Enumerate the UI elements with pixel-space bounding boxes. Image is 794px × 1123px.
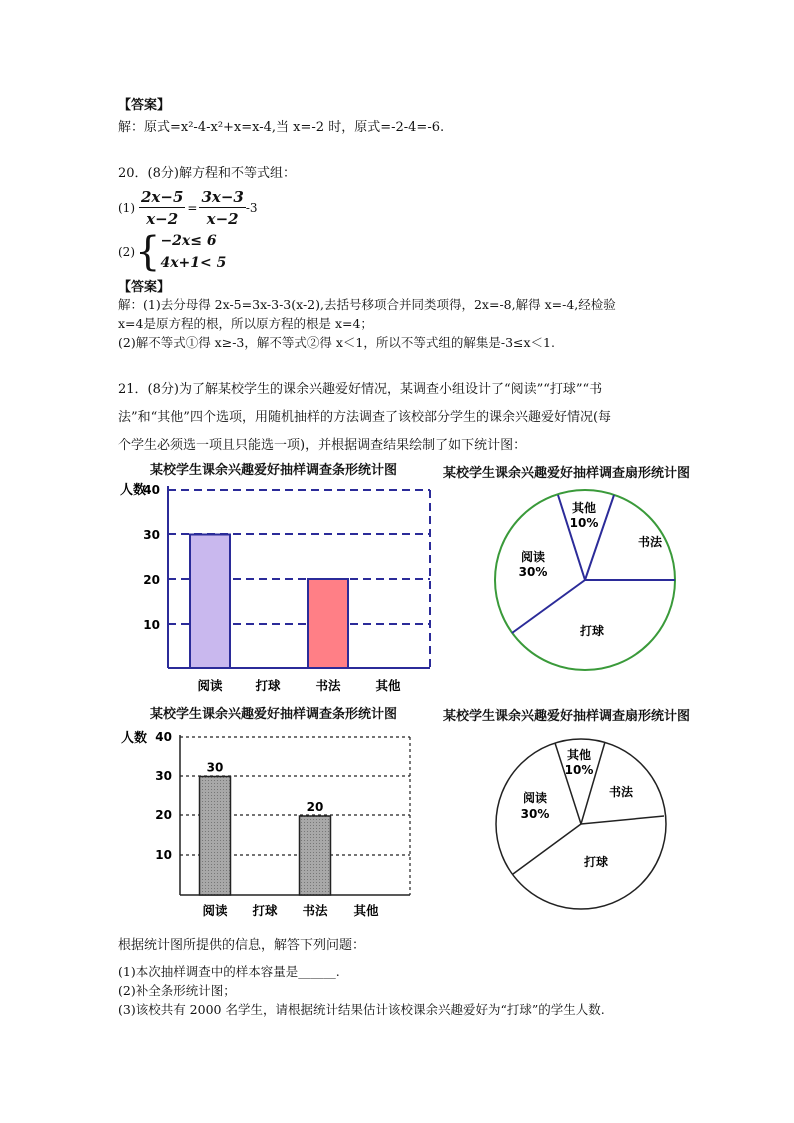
pie-chart-1 — [490, 488, 680, 678]
q19-solution: 解：原式=x²-4-x²+x=x-4,当 x=-2 时，原式=-2-4=-6. — [118, 120, 445, 135]
left-fraction — [139, 188, 185, 228]
bar-chart-1 — [110, 478, 440, 698]
q21-sub-1: (1)本次抽样调查中的样本容量是______. — [118, 964, 340, 979]
pie1-other-pct: 10% — [569, 516, 599, 530]
bar1-cat-other: 其他 — [375, 678, 401, 693]
inequality-1: −2x≤ 6 — [160, 233, 217, 249]
eq-tail: -3 — [245, 201, 258, 215]
q20-solution-2: (2)解不等式①得 x≥-3，解不等式②得 x＜1，所以不等式组的解集是-3≤x＜1. — [118, 335, 555, 350]
q21-sub-2: (2)补全条形统计图； — [118, 983, 236, 998]
pie1-other-label: 其他 — [571, 501, 597, 515]
q21-line-1: 21．(8分)为了解某校学生的课余兴趣爱好情况，某调查小组设计了“阅读”“打球”“书 — [118, 382, 603, 397]
bar2-cat-other: 其他 — [353, 903, 379, 918]
bar1-cat-reading: 阅读 — [197, 678, 223, 693]
q20-equation — [118, 186, 258, 230]
bar-chart-2 — [115, 726, 425, 926]
bar2-tick-40: 40 — [155, 730, 172, 744]
bar2-cat-calligraphy: 书法 — [302, 903, 328, 918]
q20-inequality-system — [118, 230, 226, 274]
q20-solution-1b: x=4是原方程的根，所以原方程的根是 x=4； — [118, 316, 373, 331]
inequality-2: 4x+1< 5 — [160, 255, 227, 271]
q21-sub-3: (3)该校共有 2000 名学生，请根据统计结果估计该校课余兴趣爱好为“打球”的学生人数. — [118, 1002, 605, 1017]
bar2-tick-20: 20 — [155, 808, 172, 822]
bar2-tick-30: 30 — [155, 769, 172, 783]
bar1-tick-10: 10 — [143, 618, 160, 632]
left-denominator: x−2 — [146, 210, 179, 228]
bar2-ylabel: 人数 — [121, 731, 148, 746]
pie2-other-label: 其他 — [566, 748, 592, 762]
bar-value-label-阅读: 30 — [206, 760, 224, 775]
bar-value-label-书法: 20 — [306, 800, 324, 814]
bar2-cat-ball: 打球 — [252, 903, 278, 918]
bar1-ylabel: 人数 — [120, 483, 147, 498]
bar1-cat-ball: 打球 — [255, 678, 281, 693]
q19-answer-label: 【答案】 — [118, 98, 171, 113]
bar2-cat-reading: 阅读 — [202, 903, 228, 918]
bar-chart-1-title: 某校学生课余兴趣爱好抽样调查条形统计图 — [150, 463, 398, 478]
bar-书法 — [308, 579, 348, 668]
q21-after: 根据统计图所提供的信息，解答下列问题： — [118, 938, 366, 953]
pie1-reading-label: 阅读 — [520, 550, 546, 564]
pie1-ball-label: 打球 — [579, 624, 605, 638]
pie2-ball-label: 打球 — [583, 855, 609, 869]
q20-answer-label: 【答案】 — [118, 280, 171, 295]
bar-chart-2-title: 某校学生课余兴趣爱好抽样调查条形统计图 — [150, 707, 398, 722]
pie2-other-pct: 10% — [564, 763, 594, 777]
right-fraction — [199, 188, 245, 228]
inequalities — [160, 230, 226, 274]
q20-heading: 20．(8分)解方程和不等式组： — [118, 166, 296, 181]
bar2-tick-10: 10 — [155, 848, 172, 862]
q20-part1-label: (1) — [118, 201, 135, 215]
q21-line-3: 个学生必须选一项且只能选一项)，并根据调查结果绘制了如下统计图： — [118, 438, 527, 453]
left-brace-icon: { — [135, 229, 161, 275]
right-denominator: x−2 — [206, 210, 239, 228]
pie-chart-1-title: 某校学生课余兴趣爱好抽样调查扇形统计图 — [443, 466, 691, 481]
pie-chart-2-title: 某校学生课余兴趣爱好抽样调查扇形统计图 — [443, 709, 691, 724]
right-numerator: 3x−3 — [201, 188, 244, 206]
bar-阅读 — [200, 777, 231, 896]
pie1-calligraphy-label: 书法 — [637, 535, 663, 549]
bar-书法 — [300, 816, 331, 895]
pie2-reading-pct: 30% — [520, 807, 550, 821]
pie2-calligraphy-label: 书法 — [608, 785, 634, 799]
bar1-tick-40: 40 — [143, 483, 160, 497]
equals-sign: = — [187, 201, 198, 215]
bar-阅读 — [190, 535, 230, 669]
q21-line-2: 法”和“其他”四个选项，用随机抽样的方法调查了该校部分学生的课余兴趣爱好情况(每 — [118, 410, 612, 425]
pie1-reading-pct: 30% — [518, 565, 548, 579]
q20-solution-1a: 解：(1)去分母得 2x-5=3x-3-3(x-2),去括号移项合并同类项得，2x=-8,解得 x=-4,经检验 — [118, 297, 616, 312]
bar1-cat-calligraphy: 书法 — [315, 678, 341, 693]
bar1-tick-30: 30 — [143, 528, 160, 542]
q20-part2-label: (2) — [118, 245, 135, 259]
bar1-tick-20: 20 — [143, 573, 160, 587]
pie-chart-2 — [493, 734, 673, 914]
pie2-reading-label: 阅读 — [522, 791, 548, 805]
left-numerator: 2x−5 — [141, 188, 184, 206]
